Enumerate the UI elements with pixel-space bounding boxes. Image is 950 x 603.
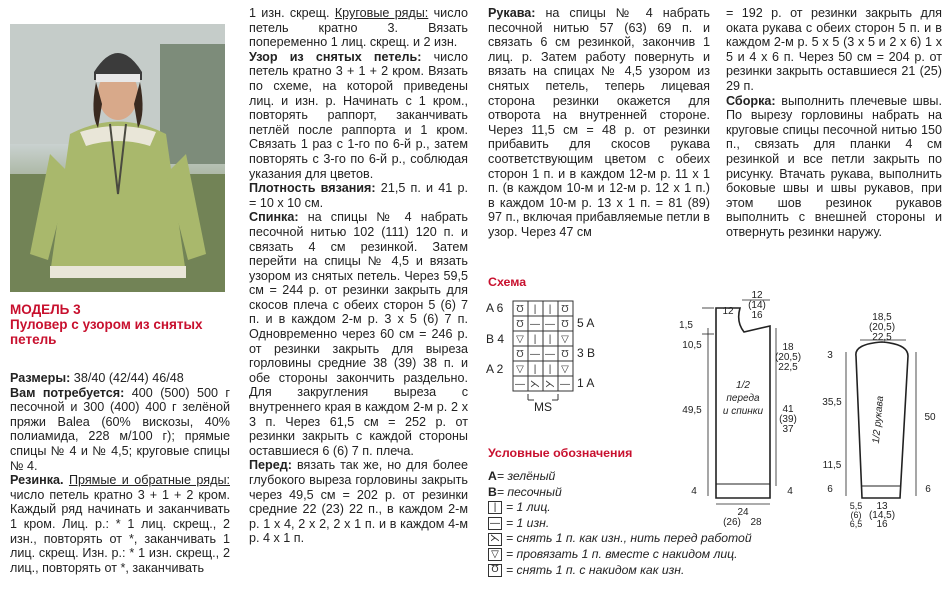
body-w3: 28	[750, 517, 762, 528]
row-label-1a: 1 A	[577, 376, 595, 390]
round-rows-label: Круговые ряды:	[334, 6, 429, 20]
body-h3: 37	[782, 424, 794, 435]
front-label: Перед:	[249, 458, 292, 473]
svg-text:|: |	[533, 304, 537, 315]
row-label-3b: 3 B	[577, 346, 596, 360]
back-para	[249, 210, 468, 458]
column-4	[726, 6, 942, 240]
body-r1: 18	[782, 342, 794, 353]
round-rows-text: число петель кратно 3. Вязать попеременно 1 лиц. скрещ. и 2 изн.	[249, 6, 468, 50]
svg-text:Ʊ: Ʊ	[516, 319, 524, 330]
legend-purl-text: = 1 изн.	[506, 515, 550, 530]
row-label-b4: B 4	[486, 332, 505, 346]
body-neck: 10,5	[682, 340, 702, 351]
purl-symbol-icon: —	[490, 517, 500, 529]
rib-para	[10, 473, 230, 575]
ms-label: MS	[534, 400, 552, 414]
chart-right-labels	[577, 316, 595, 390]
svg-text:▽: ▽	[516, 364, 524, 375]
legend-slip	[488, 531, 752, 547]
svg-text:Ʊ: Ʊ	[516, 304, 524, 315]
needs-para	[10, 386, 230, 474]
body-h2: (39)	[779, 414, 797, 425]
legend-a-key: A	[488, 469, 497, 483]
svg-text:|: |	[548, 304, 552, 315]
legend-knit-yo-text: = провязать 1 п. вместе с накидом лиц.	[506, 546, 738, 561]
sleeve-h2: 11,5	[822, 460, 842, 471]
sleeve-label: 1/2 рукава	[870, 395, 887, 445]
body-rib-left: 4	[691, 486, 697, 497]
svg-text:|: |	[533, 334, 537, 345]
body-r2: (20,5)	[774, 352, 802, 363]
round-rows-pre: 1 изн. скрещ.	[249, 6, 335, 20]
sizes-label: Размеры:	[10, 371, 71, 385]
rib-label: Резинка.	[10, 473, 64, 488]
row-label-5a: 5 A	[577, 316, 595, 330]
sleeve-t2: (20,5)	[868, 322, 896, 333]
assembly-text: выполнить плечевые швы. По вырезу горловины набрать на круговые спицы песочной нитью 150 п., связать для планки 4 см резинкой и все петли закрыть по рисунку. Втачать рукава, выполнить боковые швы и швы рукавов, при этом шов резинок рукавов выполнить с внешней стороны и отвернуть резинки наружу.	[726, 93, 942, 239]
svg-text:—: —	[530, 319, 540, 330]
body-h1: 41	[782, 404, 794, 415]
body-top-a: 12	[751, 290, 763, 301]
body-pattern-diagram	[672, 288, 822, 528]
rib-sub: Прямые и обратные ряды:	[68, 473, 230, 488]
model-title	[10, 302, 230, 347]
svg-text:—: —	[545, 349, 555, 360]
svg-text:—: —	[515, 379, 525, 390]
sleeve-pattern-diagram	[820, 300, 948, 530]
sleeve-t3: 22,5	[872, 332, 892, 343]
sleeve-h1: 35,5	[822, 397, 842, 408]
knit-yarnover-symbol-icon: ▽	[488, 548, 502, 561]
svg-text:Ʊ: Ʊ	[561, 304, 569, 315]
column-2	[249, 6, 468, 546]
sleeve-text: на спицы № 4 набрать песочной нитью 57 (63) 69 п. и связать 6 см резинкой, закончив 1 лиц. р. Затем работу повернуть и вязать на спицах № 4,5 узором из снятых петель, теперь лицевая сторона резинки окажется для отворота на внутренней стороне. Через 11,5 см = 48 р. от резинки прибавить для скосов рукава соответствующим цветом с обеих сторон 1 п. и в каждом 12-м р. 11 х 1 п. (в каждом 10-м и 12-м р. 12 х 1 п.) в каждом 10-м р. 13 х 1 п. = 81 (89) 97 п., включая прибавляемые петли в узор. Через 47 см	[488, 6, 710, 239]
sleeve-rib-left: 6	[827, 484, 833, 495]
needs-text: 400 (500) 500 г песочной и 300 (400) 400 г зелёной пряжи Balea (60% вискозы, 40% полиамида, 228 м/100 г); прямые спицы № 4 и № 4,5; круговые спицы № 4.	[10, 385, 231, 473]
legend-slip-yo-text: = снять 1 п. с накидом как изн.	[506, 562, 685, 577]
body-r3: 22,5	[778, 362, 798, 373]
svg-text:—: —	[560, 379, 570, 390]
svg-text:Ʊ: Ʊ	[516, 349, 524, 360]
sleeve-t1: 18,5	[872, 312, 892, 323]
sleeve-h3: 50	[924, 412, 936, 423]
sleeve-b3: 6,5	[849, 519, 863, 529]
body-top-c: 16	[751, 310, 763, 321]
legend-knit-text: = 1 лиц.	[506, 500, 551, 515]
body-top-b: (14)	[748, 300, 766, 311]
svg-text:▽: ▽	[561, 364, 569, 375]
body-height: 49,5	[682, 405, 702, 416]
front-text: вязать так же, но для более глубокого выреза горловины закрыть через 49,5 см = 202 р. от резинки средние 22 (23) 22 п., в каждом 2-м р. 1 х 4, 2 х 2, 2 х 1 п. и в каждом 4-м р. 4 х 1 п.	[249, 458, 468, 546]
sleeve-b1: 5,5	[849, 501, 863, 511]
needs-label: Вам потребуется:	[10, 385, 125, 400]
svg-text:⋋: ⋋	[545, 379, 555, 390]
schema-title: Схема	[488, 275, 527, 289]
model-photo	[10, 24, 225, 292]
body-label-2: переда	[726, 393, 760, 404]
sleeve-c3: 16	[876, 519, 888, 530]
sleeve-b2: (6)	[850, 510, 862, 520]
sizes-para	[10, 371, 230, 386]
pattern-text: число петель кратно 3 + 1 + 2 кром. Вязать по схеме, на которой приведены лиц. и изн. р. Начинать с 1 кром., повторять раппорт, заканчивать петлёй после раппорта и 1 кром. Связать 1 раз с 1-го по 6-й р., затем повторять с 3-го по 6-й р., соблюдая указания для цветов.	[249, 49, 468, 181]
model-subtitle: Пуловер с узором из снятых петель	[10, 317, 203, 347]
pattern-label: Узор из снятых петель:	[249, 49, 422, 64]
knit-symbol-icon: |	[488, 501, 502, 514]
svg-text:▽: ▽	[561, 334, 569, 345]
sleeve-cap: 3	[827, 350, 833, 361]
body-shoulder: 1,5	[679, 320, 693, 331]
back-text: на спицы № 4 набрать песочной нитью 102 (111) 120 п. и связать 4 см резинкой. Затем перейти на спицы № 4,5 и вязать узором из снятых петель. Через 59,5 см = 244 р. от резинки закрыть для скосов плеча с обеих сторон 5 (6) 7 п. и в каждом 2-м р. 3 х 5 (6) 7 п. Одновременно через 60 см = 246 р. от резинки закрыть для выреза горловины средние 38 (39) 38 п. и обе стороны закончить раздельно. Для закругления выреза с внутреннего края в каждом 2-м р. 2 х 3 п. Через 61,5 см = 252 р. от резинки закрыть с каждой стороны оставшиеся 6 (6) 7 п. плеча.	[249, 210, 468, 458]
legend-title: Условные обозначения	[488, 446, 633, 460]
row-label-a6: A 6	[486, 301, 504, 315]
svg-text:|: |	[548, 364, 552, 375]
pattern-para	[249, 50, 468, 181]
assembly-para	[726, 94, 942, 240]
body-w1: 24	[737, 507, 749, 518]
density-text: 21,5 п. и 41 р. = 10 х 10 см.	[249, 181, 468, 210]
sleeve-label: Рукава:	[488, 6, 536, 20]
body-w2: (26)	[723, 517, 741, 528]
sleeve-rib-right: 6	[925, 484, 931, 495]
svg-text:|: |	[548, 334, 552, 345]
back-label: Спинка:	[249, 210, 299, 225]
legend-slip-text: = снять 1 п. как изн., нить перед работой	[506, 531, 752, 546]
svg-text:|: |	[533, 364, 537, 375]
density-label: Плотность вязания:	[249, 181, 376, 196]
slip-symbol-icon: ⋋	[490, 533, 500, 545]
body-label-1: 1/2	[736, 380, 750, 391]
svg-text:Ʊ: Ʊ	[561, 319, 569, 330]
chart-left-labels	[486, 301, 504, 376]
front-para	[249, 458, 468, 546]
assembly-label: Сборка:	[726, 93, 776, 108]
legend-b-key: B	[488, 484, 497, 499]
row-label-a2: A 2	[486, 362, 504, 376]
legend-slip-yo	[488, 563, 752, 579]
sleeve-para	[488, 6, 710, 240]
legend-b-val: = песочный	[496, 484, 562, 499]
legend-knit-yo	[488, 547, 752, 563]
rib-text: число петель кратно 3 + 1 + 2 кром. Каждый ряд начинать и заканчивать 1 кром. Лиц. р.: * 1 лиц. скрещ., 2 изн., повторять от *, заканчивать 1 лиц. скрещ. Изн. р.: * 1 изн. скрещ., 2 лиц., повторять от *, заканчивать	[10, 487, 230, 575]
sleeve-cap-para: = 192 р. от резинки закрыть для оката рукава с обеих сторон 5 п. и в каждом 2-м р. 5 х 5 (3 х 5 и 2 х 6) 1 х 5 и 4 х 6 п. Через 50 см = 204 р. от резинки закрыть оставшиеся 21 (25) 29 п.	[726, 6, 942, 93]
column-3	[488, 6, 710, 240]
body-rib-right: 4	[787, 486, 793, 497]
svg-text:—: —	[530, 349, 540, 360]
body-label-3: и спинки	[722, 406, 764, 417]
svg-text:⋋: ⋋	[530, 379, 540, 390]
sizes-text: 38/40 (42/44) 46/48	[70, 371, 184, 385]
sleeve-c1: 13	[876, 501, 888, 512]
knitting-chart	[486, 296, 606, 416]
slip-yarnover-symbol-icon: Ʊ	[488, 564, 502, 577]
svg-text:▽: ▽	[516, 334, 524, 345]
svg-text:—: —	[545, 319, 555, 330]
round-rows-para	[249, 6, 468, 50]
legend-a-val: = зелёный	[496, 469, 556, 483]
model-number: МОДЕЛЬ 3	[10, 302, 81, 317]
density-para	[249, 181, 468, 210]
sleeve-c2: (14,5)	[868, 510, 896, 521]
left-text-column	[10, 371, 230, 575]
svg-text:Ʊ: Ʊ	[561, 349, 569, 360]
body-left-top: 12	[722, 306, 734, 317]
